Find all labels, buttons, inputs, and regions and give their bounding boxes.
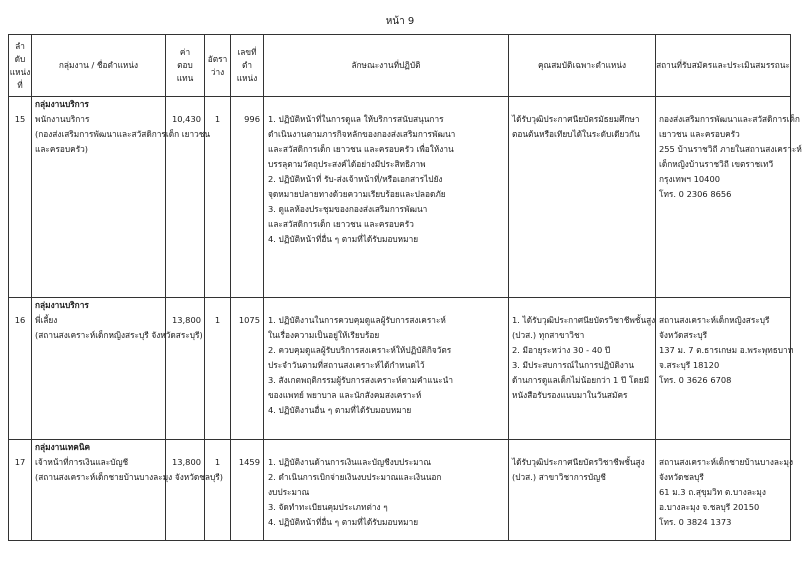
job-vacancy-table — [8, 34, 802, 541]
place-line: สถานสงเคราะห์เด็กชายบ้านบางละมุง — [659, 457, 793, 467]
duty-line: 4. ปฏิบัติงานอื่น ๆ ตามที่ได้รับมอบหมาย — [268, 405, 412, 415]
header-pos-no — [231, 35, 264, 97]
duty-line: ดำเนินงานตามภารกิจหลักของกองส่งเสริมการพัฒนา — [268, 129, 456, 139]
duty-line: 2. ควบคุมดูแลผู้รับบริการสงเคราะห์ให้ปฏิบัติกิจวัตร — [268, 345, 452, 355]
place-cell — [656, 97, 802, 298]
duty-line: ของแพทย์ พยาบาล และนักสังคมสงเคราะห์ — [268, 390, 422, 400]
header-spec: คุณสมบัติเฉพาะตำแหน่ง — [509, 35, 656, 97]
rate-cell — [205, 440, 231, 541]
row-no: 16 — [14, 315, 26, 325]
place-line: เด็กหญิงบ้านราชวิถี เขตราชเทวี — [659, 159, 774, 169]
unit-line: (กองส่งเสริมการพัฒนาและสวัสดิการเด็ก เยาวชน — [35, 129, 211, 139]
place-line: โทร. 0 2306 8656 — [659, 189, 732, 199]
pos-no: 996 — [244, 114, 260, 124]
spec-cell — [509, 440, 656, 541]
duty-line: จุดหมายปลายทางด้วยความเรียบร้อยและปลอดภัย — [268, 189, 446, 199]
rate-cell — [205, 97, 231, 298]
place-cell — [656, 298, 794, 440]
header-place: สถานที่รับสมัครและประเมินสมรรถนะ — [656, 35, 791, 97]
salary-cell — [166, 298, 205, 440]
header-pos-no-line: เลขที่ — [237, 47, 257, 57]
rate: 1 — [214, 315, 221, 325]
spec-line: (ปวส.) ทุกสาขาวิชา — [512, 330, 585, 340]
header-no — [9, 35, 32, 97]
page-number: หน้า 9 — [385, 16, 415, 27]
duty-line: 3. สังเกตพฤติกรรมผู้รับการสงเคราะห์ตามคำแนะนำ — [268, 375, 453, 385]
salary-cell — [166, 97, 205, 298]
place-line: เยาวชน และครอบครัว — [659, 129, 740, 139]
place-line: 137 ม. 7 ต.ธารเกษม อ.พระพุทธบาท — [659, 345, 794, 355]
duty-line: 2. ปฏิบัติหน้าที่ รับ-ส่งเจ้าหน้าที่/หรือเอกสารไปยัง — [268, 174, 443, 184]
header-salary-line: แทน — [176, 73, 194, 83]
duty-line: และสวัสดิการเด็ก เยาวชน และครอบครัว — [268, 219, 414, 229]
header-no-line: ดับ — [14, 53, 26, 64]
place-line: 255 บ้านราชวิถี ภายในสถานสงเคราะห์ — [659, 144, 802, 154]
table-row — [9, 97, 791, 298]
salary-cell — [166, 440, 205, 541]
header-pos-no-line: ตำ — [241, 60, 253, 70]
header-pos-no-line: แหน่ง — [236, 73, 258, 83]
row-no-cell — [9, 97, 32, 298]
row-no: 17 — [14, 457, 26, 467]
header-rate-line: อัตรา — [207, 53, 228, 64]
duty-line: และสวัสดิการเด็ก เยาวชน และครอบครัว เพื่อให้งาน — [268, 144, 454, 154]
place-line: จ.สระบุรี 18120 — [659, 360, 720, 370]
duty-line: ประจำวันตามที่สถานสงเคราะห์ได้กำหนดไว้ — [268, 360, 425, 370]
pos-no-cell — [231, 97, 264, 298]
salary: 10,430 — [171, 114, 201, 124]
unit-line: (สถานสงเคราะห์เด็กชายบ้านบางละมุง จังหวัดชลบุรี) — [35, 472, 223, 482]
row-no-cell — [9, 440, 32, 541]
duty-line: 1. ปฏิบัติงานด้านการเงินและบัญชีงบประมาณ — [268, 457, 432, 467]
duty-line: 4. ปฏิบัติหน้าที่อื่น ๆ ตามที่ได้รับมอบหมาย — [268, 234, 419, 244]
row-no: 15 — [14, 114, 26, 124]
salary: 13,800 — [171, 315, 201, 325]
group-name: กลุ่มงานบริการ — [35, 300, 89, 310]
spec-cell — [509, 298, 656, 440]
place-cell — [656, 440, 791, 541]
row-no-cell — [9, 298, 32, 440]
spec-line: หนังสือรับรองแนบมาในวันสมัคร — [512, 390, 628, 400]
spec-line: ได้รับวุฒิประกาศนียบัตรวิชาชีพชั้นสูง — [512, 457, 645, 467]
spec-line: 3. มีประสบการณ์ในการปฏิบัติงาน — [512, 360, 635, 370]
place-line: อ.บางละมุง จ.ชลบุรี 20150 — [659, 502, 760, 512]
duty-line: 1. ปฏิบัติหน้าที่ในการดูแล ให้บริการสนับสนุนการ — [268, 114, 444, 124]
header-duties: ลักษณะงานที่ปฏิบัติ — [264, 35, 509, 97]
table-row — [9, 298, 791, 440]
duty-line: 1. ปฏิบัติงานในการควบคุมดูแลผู้รับการสงเคราะห์ — [268, 315, 446, 325]
place-line: จังหวัดชลบุรี — [659, 472, 704, 482]
place-line: โทร. 0 3626 6708 — [659, 375, 732, 385]
header-no-line: แหน่ง — [9, 66, 31, 77]
unit-line: และครอบครัว) — [35, 144, 89, 154]
spec-line: (ปวส.) สาขาวิชาการบัญชี — [512, 472, 606, 482]
rate: 1 — [214, 457, 221, 467]
spec-line: 1. ได้รับวุฒิประกาศนียบัตรวิชาชีพชั้นสูง — [512, 315, 656, 325]
pos-no: 1075 — [238, 315, 260, 325]
place-line: โทร. 0 3824 1373 — [659, 517, 732, 527]
duty-line: 4. ปฏิบัติหน้าที่อื่น ๆ ตามที่ได้รับมอบหมาย — [268, 517, 419, 527]
duties-cell — [264, 298, 509, 440]
rate: 1 — [214, 114, 221, 124]
group-name: กลุ่มงานบริการ — [35, 99, 89, 109]
spec-line: ได้รับวุฒิประกาศนียบัตรมัธยมศึกษา — [512, 114, 640, 124]
header-name: กลุ่มงาน / ชื่อตำแหน่ง — [32, 35, 166, 97]
pos-no: 1459 — [238, 457, 260, 467]
pos-no-cell — [231, 298, 264, 440]
place-line: จังหวัดสระบุรี — [659, 330, 708, 340]
pos-no-cell — [231, 440, 264, 541]
place-line: กองส่งเสริมการพัฒนาและสวัสดิการเด็ก — [659, 114, 800, 124]
position-title: เจ้าหน้าที่การเงินและบัญชี — [35, 457, 129, 467]
rate-cell — [205, 298, 231, 440]
place-line: กรุงเทพฯ 10400 — [659, 174, 720, 184]
group-name: กลุ่มงานเทคนิค — [35, 442, 91, 452]
duty-line: 3. ดูแลห้องประชุมของกองส่งเสริมการพัฒนา — [268, 204, 428, 214]
spec-line: ตอนต้นหรือเทียบได้ในระดับเดียวกัน — [512, 129, 640, 139]
place-line: สถานสงเคราะห์เด็กหญิงสระบุรี — [659, 315, 770, 325]
place-line: 61 ม.3 ถ.สุขุมวิท ต.บางละมุง — [659, 487, 766, 497]
table-row — [9, 440, 791, 541]
duties-cell — [264, 440, 509, 541]
duty-line: 2. ดำเนินการเบิกจ่ายเงินงบประมาณและเงินนอก — [268, 472, 442, 482]
header-salary-line: ตอบ — [177, 60, 193, 70]
header-rate-line: ว่าง — [210, 66, 225, 77]
duty-line: งบประมาณ — [268, 487, 310, 497]
header-no-line: ที่ — [17, 79, 23, 90]
spec-cell — [509, 97, 656, 298]
unit-line: (สถานสงเคราะห์เด็กหญิงสระบุรี จังหวัดสระบุรี) — [35, 330, 203, 340]
header-row — [9, 35, 791, 97]
duty-line: ในเรื่องความเป็นอยู่ให้เรียบร้อย — [268, 330, 380, 340]
position-title: พนักงานบริการ — [35, 114, 90, 124]
spec-line: 2. มีอายุระหว่าง 30 - 40 ปี — [512, 345, 611, 355]
header-salary — [166, 35, 205, 97]
header-no-line: ลำ — [15, 40, 25, 51]
salary: 13,800 — [171, 457, 201, 467]
duty-line: บรรลุตามวัตถุประสงค์ได้อย่างมีประสิทธิภาพ — [268, 159, 426, 169]
position-title: พี่เลี้ยง — [35, 315, 58, 325]
header-salary-line: ค่า — [179, 47, 191, 57]
header-rate — [205, 35, 231, 97]
spec-line: ด้านการดูแลเด็กไม่น้อยกว่า 1 ปี โดยมี — [512, 375, 650, 385]
duties-cell — [264, 97, 509, 298]
duty-line: 3. จัดทำทะเบียนคุมประเภทต่าง ๆ — [268, 502, 388, 512]
